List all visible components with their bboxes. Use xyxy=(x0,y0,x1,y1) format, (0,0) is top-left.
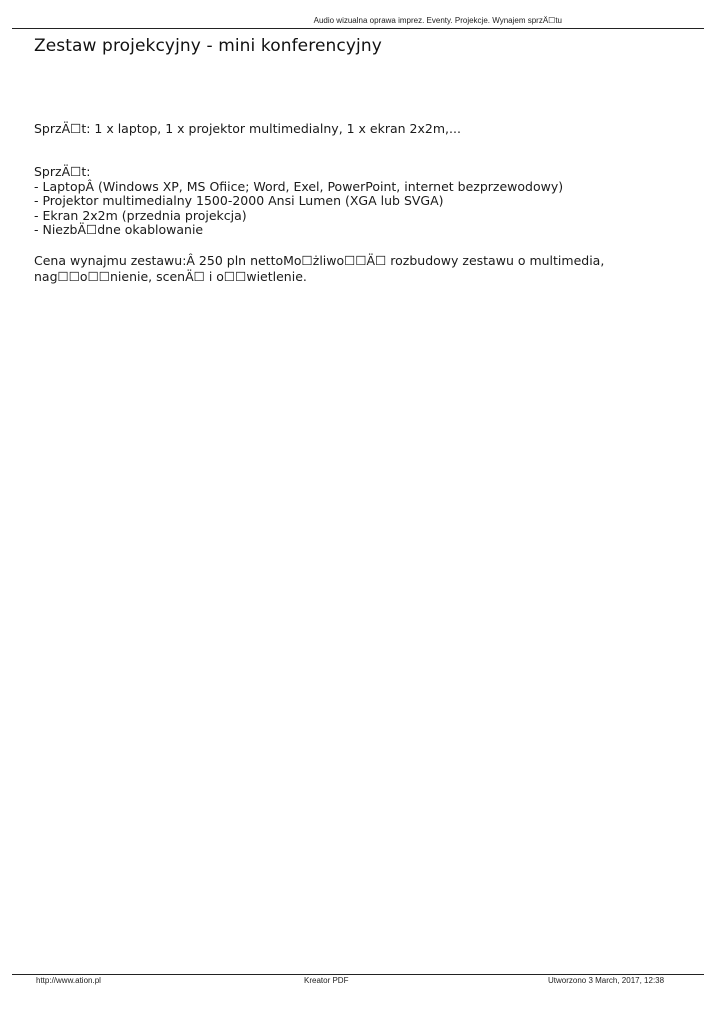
equipment-details xyxy=(34,165,563,238)
footer-divider xyxy=(12,974,704,975)
footer-creator: Kreator PDF xyxy=(304,976,349,985)
equipment-item: - NiezbÄ☐dne okablowanie xyxy=(34,222,204,237)
equipment-item: - Ekran 2x2m (przednia projekcja) xyxy=(34,207,247,223)
price-line: Cena wynajmu zestawu:Â 250 pln nettoMo☐żliwo☐☐Ä☐ rozbudowy zestawu o multimedia, xyxy=(34,253,605,268)
price-line: nag☐☐o☐☐nienie, scenÄ☐ i o☐☐wietlenie. xyxy=(34,268,307,284)
equipment-heading: SprzÄ☐t: xyxy=(34,164,91,179)
summary-text: SprzÄ☐t: 1 x laptop, 1 x projektor multimedialny, 1 x ekran 2x2m,... xyxy=(34,121,461,136)
equipment-item: - Projektor multimedialny 1500-2000 Ansi Lumen (XGA lub SVGA) xyxy=(34,193,444,208)
footer-url: http://www.ation.pl xyxy=(36,976,101,985)
page-title: Zestaw projekcyjny - mini konferencyjny xyxy=(34,36,382,56)
page-header-text: Audio wizualna oprawa imprez. Eventy. Projekcje. Wynajem sprzÄ☐tu xyxy=(313,16,562,25)
header-divider xyxy=(12,28,704,29)
price-paragraph xyxy=(34,253,674,284)
footer-created-date: Utworzono 3 March, 2017, 12:38 xyxy=(548,976,665,985)
equipment-item: - LaptopÂ (Windows XP, MS Ofiice; Word, Exel, PowerPoint, internet bezprzewodowy) xyxy=(34,178,564,194)
